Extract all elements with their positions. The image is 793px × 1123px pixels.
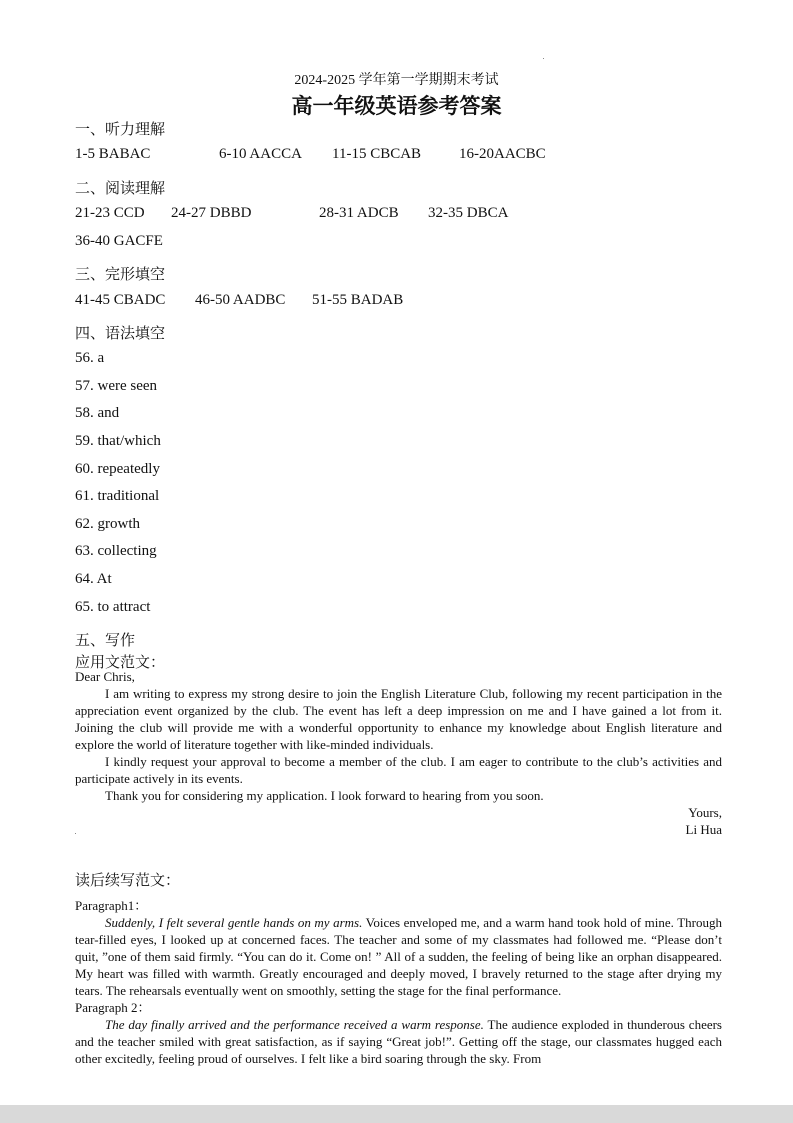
answer-group: 41-45 CBADC — [75, 292, 166, 308]
answer-group: 24-27 DBBD — [171, 205, 252, 221]
section-heading-writing: 五、写作 — [75, 633, 136, 649]
grammar-answer: 61. traditional — [75, 488, 160, 504]
section-heading-cloze: 三、完形填空 — [75, 267, 166, 283]
letter-paragraph: Thank you for considering my application. I look forward to hearing from you soon. — [105, 788, 544, 803]
paragraph2-label: Paragraph 2： — [75, 1000, 151, 1015]
answer-group: 11-15 CBCAB — [332, 146, 422, 162]
page-speck — [543, 58, 544, 59]
paragraph1-label: Paragraph1： — [75, 898, 148, 913]
answer-group: 21-23 CCD — [75, 205, 145, 221]
paragraph1-text — [75, 914, 722, 999]
sample-letter — [75, 668, 722, 838]
grammar-answer: 58. and — [75, 405, 120, 421]
exam-subtitle: 2024-2025 学年第一学期期末考试 — [294, 73, 499, 88]
page-bottom-border — [0, 1105, 793, 1123]
answer-group: 32-35 DBCA — [428, 205, 509, 221]
page-speck — [75, 833, 76, 834]
continuation-essay — [75, 897, 722, 1067]
answer-group: 51-55 BADAB — [312, 292, 404, 308]
answer-group: 1-5 BABAC — [75, 146, 151, 162]
paragraph2-body: The audience exploded in thunderous cheers and the teacher smiled with great satisfaction, as if saying “Great job!”. Getting off the stage, our classmates hugged each other excitedly, feeling proud of ourselves. I felt like a bird soaring through the sky. From — [75, 1017, 722, 1066]
answer-group: 28-31 ADCB — [319, 205, 399, 221]
paragraph2-opening: The day finally arrived and the performance received a warm response. — [105, 1017, 484, 1032]
grammar-answer: 59. that/which — [75, 433, 161, 449]
paragraph1-body: Voices enveloped me, and a warm hand took hold of mine. Through tear-filled eyes, I looked up at concerned faces. The teacher and some of my classmates had followed me. “Please don’t quit, ”one of them said firmly. “You can do it. Come on! ” All of a sudden, the feeling of being like an orphan disappeared. My heart was filled with warmth. Greatly encouraged and deeply moved, I bravely returned to the stage after drying my tears. The rehearsals eventually went on smoothly, setting the stage for the final performance. — [75, 915, 722, 998]
section-heading-reading: 二、阅读理解 — [75, 181, 166, 197]
letter-signature: Li Hua — [685, 822, 722, 837]
grammar-answer: 62. growth — [75, 516, 140, 532]
answer-group: 16-20AACBC — [459, 146, 546, 162]
page-title: 高一年级英语参考答案 — [291, 94, 502, 118]
grammar-answer: 60. repeatedly — [75, 461, 160, 477]
letter-salutation: Dear Chris, — [75, 669, 135, 684]
section-heading-grammar: 四、语法填空 — [75, 326, 166, 342]
letter-label: 应用文范文： — [75, 655, 166, 671]
section-heading-listening: 一、听力理解 — [75, 122, 166, 138]
continuation-label: 读后续写范文： — [75, 873, 181, 889]
answer-group: 36-40 GACFE — [75, 233, 163, 249]
grammar-answer: 63. collecting — [75, 543, 157, 559]
answer-group: 46-50 AADBC — [195, 292, 286, 308]
letter-paragraph: I kindly request your approval to become a member of the club. I am eager to contribute to the club’s activities and participate actively in its events. — [75, 754, 722, 786]
answer-group: 6-10 AACCA — [219, 146, 302, 162]
grammar-answer: 56. a — [75, 350, 105, 366]
letter-closing: Yours, — [688, 805, 722, 820]
grammar-answer: 65. to attract — [75, 599, 151, 615]
grammar-answer: 57. were seen — [75, 378, 158, 394]
grammar-answer: 64. At — [75, 571, 112, 587]
paragraph2-text — [75, 1016, 722, 1067]
paragraph1-opening: Suddenly, I felt several gentle hands on my arms. — [105, 915, 363, 930]
letter-paragraph: I am writing to express my strong desire to join the English Literature Club, following my recent participation in the appreciation event organized by the club. The event has left a deep impression on me and I have gained a lot from it. Joining the club will provide me with a wonderful opportunity to enhance my knowledge about English literature and explore the world of literature together with like-minded individuals. — [75, 686, 722, 752]
